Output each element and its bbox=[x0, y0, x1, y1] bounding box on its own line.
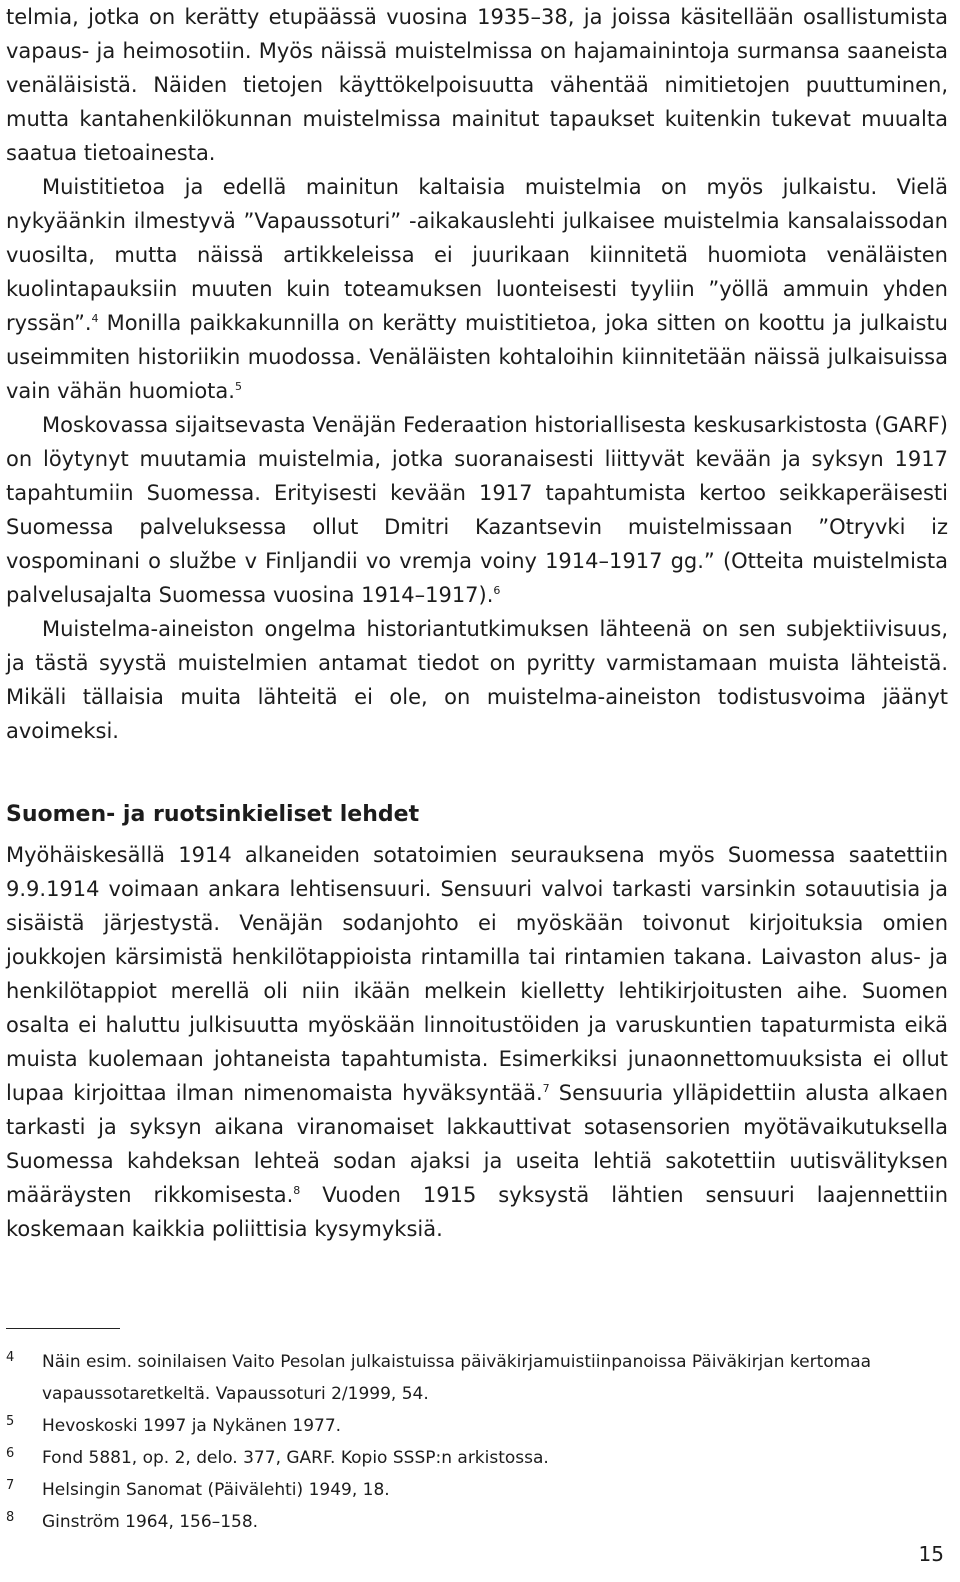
footnote-text: Ginström 1964, 156–158. bbox=[42, 1512, 259, 1532]
paragraph-1: telmia, jotka on kerätty etupäässä vuosina 1935–38, ja joissa käsitellään osallistumista vapaus- ja heimosotiin. Myös näissä muistelmissa on hajamainintoja surmansa saaneista venäläisistä. Näiden tietojen käyttökelpoisuutta vähentää nimitietojen puuttuminen, mutta kantahenkilökunnan muistelmissa mainitut tapaukset kuitenkin tukevat muualta saatua tietoainesta. bbox=[6, 5, 948, 165]
footnote-ref-8[interactable]: 8 bbox=[293, 1184, 301, 1197]
footnote-5 bbox=[6, 1410, 950, 1442]
footnote-text: Fond 5881, op. 2, delo. 377, GARF. Kopio SSSP:n arkistossa. bbox=[42, 1448, 549, 1468]
footnote-8 bbox=[6, 1506, 950, 1538]
footnote-text: Hevoskoski 1997 ja Nykänen 1977. bbox=[42, 1416, 342, 1436]
footnote-ref-7[interactable]: 7 bbox=[542, 1082, 550, 1095]
footnotes bbox=[6, 1346, 950, 1538]
footnote-ref-4[interactable]: 4 bbox=[91, 312, 99, 325]
footnote-4 bbox=[6, 1346, 950, 1410]
footnote-number: 8 bbox=[6, 1510, 15, 1525]
paragraph-4: Muistelma-aineiston ongelma historiantutkimuksen lähteenä on sen subjektiivisuus, ja tästä syystä muistelmien antamat tiedot on pyritty varmistamaan muista lähteistä. Mikäli tällaisia muita lähteitä ei ole, on muistelma-aineiston todistusvoima jäänyt avoimeksi. bbox=[6, 617, 948, 743]
footnote-7 bbox=[6, 1474, 950, 1506]
section-paragraph: Myöhäiskesällä 1914 alkaneiden sotatoimien seurauksena myös Suomessa saatettiin 9.9.1914 voimaan ankara lehtisensuuri. Sensuuri valvoi tarkasti varsinkin sotauutisia ja sisäistä järjestystä. Venäjän sodanjohto ei myöskään toivonut kirjoituksia omien joukkojen kärsimistä henkilötappioista rintamilla tai rintamien takana. Laivaston alus- ja henkilötappiot merellä oli niin ikään melkein kielletty lehtikirjoitusten aihe. Suomen osalta ei haluttu julkisuutta myöskään linnoitustöiden ja varuskuntien tapaturmista eikä muista kuolemaan johtaneista tapahtumista. Esimerkiksi junaonnettomuuksista ei ollut lupaa kirjoittaa ilman nimenomaista hyväksyntää.$^7$ Sensuuria ylläpidettiin alusta alkaen tarkasti ja syksyn aikana viranomaiset lakkauttivat sotasensorien myötävaikutuksella Suomessa kahdeksan lehteä sodan ajaksi ja useita lehtiä sakotettiin uutisvälityksen määräysten rikkomisesta.$^8$ Vuoden 1915 syksystä lähtien sensuuri laajennettiin koskemaan kaikkia poliittisia kysymyksiä. bbox=[6, 843, 949, 1241]
footnote-text: Helsingin Sanomat (Päivälehti) 1949, 18. bbox=[42, 1480, 390, 1500]
paragraph-2: Muistitietoa ja edellä mainitun kaltaisia muistelmia on myös julkaistu. Vielä nykyäänkin ilmestyvä ”Vapaussoturi” -aikakauslehti julkaisee muistelmia kansalaissodan vuosilta, mutta näissä artikkeleissa ei juurikaan kiinnitetä huomiota venäläisten kuolintapauksiin muuten kuin toteamuksen luonteisesti tyyliin ”yöllä ammuin yhden ryssän”.$^4$ Monilla paikkakunnilla on kerätty muistitietoa, joka sitten on koottu ja julkaistu useimmiten historiikin muodossa. Venäläisten kohtaloihin kiinnitetään näissä julkaisuissa vain vähän huomiota.$^5$ bbox=[6, 175, 948, 403]
footnote-number: 6 bbox=[6, 1446, 15, 1461]
section-heading: Suomen- ja ruotsinkieliset lehdet bbox=[6, 802, 420, 827]
footnote-ref-5[interactable]: 5 bbox=[234, 380, 242, 393]
footnote-number: 4 bbox=[6, 1350, 15, 1365]
page-number: 15 bbox=[918, 1542, 944, 1566]
paragraph-3: Moskovassa sijaitsevasta Venäjän Federaation historiallisesta keskusarkistosta (GARF) on löytynyt muutamia muistelmia, jotka suoranaisesti liittyvät kevään ja syksyn 1917 tapahtumiin Suomessa. Erityisesti kevään 1917 tapahtumista kertoo seikkaperäisesti Suomessa palveluksessa ollut Dmitri Kazantsevin muistelmissaan ”Otryvki iz vospominani o službe v Finljandii vo vremja voiny 1914–1917 gg.” (Otteita muistelmista palvelusajalta Suomessa vuosina 1914–1917).$^6$ bbox=[6, 413, 948, 607]
footnote-6 bbox=[6, 1442, 950, 1474]
page-body bbox=[6, 0, 948, 1246]
footnote-divider bbox=[6, 1328, 120, 1329]
footnote-ref-6[interactable]: 6 bbox=[493, 584, 501, 597]
footnote-number: 7 bbox=[6, 1478, 15, 1493]
footnote-number: 5 bbox=[6, 1414, 15, 1429]
footnote-text: Näin esim. soinilaisen Vaito Pesolan julkaistuissa päiväkirjamuistiinpanoissa Päiväkirjan kertomaa vapaussotaretkeltä. Vapaussoturi 2/1999, 54. bbox=[42, 1352, 872, 1404]
